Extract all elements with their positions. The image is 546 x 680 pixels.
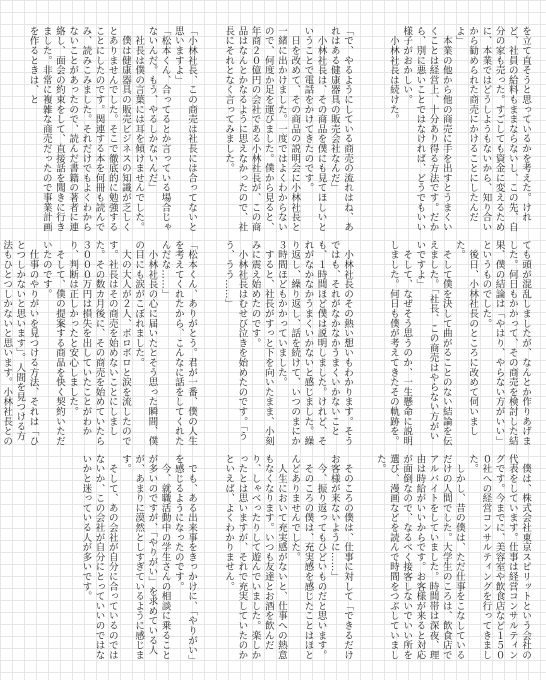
- text-band-top: [28, 26, 532, 232]
- text-column: そのころの僕は、仕事に対して「できるだけお客様が来ないように……」 今、振り返ってもひどいものだと思います。 そのころの僕は、充実感を感じたことはほとんどありませんでした。 人生において充実感がないと、仕事への熱意もなくなります。いつも友達とお酒を飲んだり、しゃべったりして遊んでいました。楽しかったとは思いますが、それで充実していたのかといえば、よくわかりません。: [223, 454, 353, 660]
- text-band-middle: [1, 240, 532, 446]
- text-column: 「小林社長、この商売は社長には合ってないと思いますよ」 「松本くん、合ってるとか言っている場合じゃないんだ。もう、やるしかないんだ」 社長は僕の言葉には耳を傾けませんでした。 僕は健康器具の販売ビジネスの知識が乏しくとありませんでした。そこで徹底的に勉強することにしたのです。関連する本を何冊も読んでみ、読みこみました。それだけでもよくわからないことがあったので、読んだ書籍の著者に連絡し、面会の約束をして、直接話を聞きに行きました。非常に複雑な商売だったので事業計画を作るときは、と: [27, 26, 197, 232]
- text-column: でも、ある出来事をきっかけに、「やりがい」を感じるようになったのです。 今、就職活動中の学生さんの相談に乗ることが多いのですが、「やりがい」を求めている人が、あまりに漠然としすぎているように感じます。 そして、あの会社が自分に合っているのではないか、この会社が自分にとっていいのではないかと迷っている人が多いです。: [80, 454, 197, 660]
- text-column: 僕は、株式会社東京スピリットという会社の代表をしています。仕事は経営コンサルティングです。今までに、美容室や飲食店など１５００社への経営コンサルティングを行ってきました。 しかし、昔の僕は、ただ仕事をこなしているだけの人間でした。大学生のころは、飲食店でアルバイトをしていました。時間帯は深夜、理由は時給がいいからです。お客様が来ると対応が面倒なので、なるべく接客しないでいい所を選び、漫画などを読んで時間をつぶしていました。: [374, 454, 531, 660]
- text-column: を立て直そうと思っているかを考えた。けれど、社員の給料もままならないし、この先、自分の家も売った。すごしても資金に変えるために、本業ではどうしようもないから、知り合いから勧められた商売にかけることにしたんだよ」 本業の他から他の商売に手を出すとうまくいくことは経営上、十分あり得る方法です。だから、別に悪いことではなければ、どうでもいい様子がおかしい。 小林社長は続けた。: [387, 26, 531, 232]
- text-column: 小林社長のその熱い想いもわかります。そうではも、それがなかなかうまくいかないことも、１時間ほど僕は説明しました。けれど、それがなかなかうまくいかないと感じました。繰り返し、繰り返し、話を続けて、いつのまにか３時間ほどもかかっていました。 すると、社長がすっと下を向いたまま、小刻みに震え始めたのです。 小林社長はむせび泣きを始めたのです。「うう、うう……」: [223, 240, 353, 446]
- text-column: 「松本くん、ありがとう。君が一番、僕の人生を考えてくれたから、こんなに話をしてくれたんだな……」 小林社長の心に届いたとそう思った瞬間、僕の目にも涙がこぼれました。 大の大人が２人、ボロボロと涙を流したのです。社長はその商売を始めないことにしました。その数カ月後に、その商売を始めていたら３０００万円は損失を出していたことがわかり、判断は正しかったと安心しました。 そして、僕の提案する商品を快く契約いただいたのです。 仕事のやりがいを見つける方法、それは「ひとつしかないと思います」。人間を見つける方法もひとつしかないと思います。小林社長との: [1, 240, 197, 446]
- text-band-bottom: [28, 454, 532, 660]
- text-column: ても頭が混乱しましたが、なんとか作りあげました。何日もかかって、その商売を検討した結果、僕の結論は「やはり、やらない方がいい」というものでした。 後日、小林社長のところに改めて伺いました。 そして僕を決して曲がることのない結論を伝えました。「社長、この商売はやらない方がいいですよ」 そして、なぜそう思うのか、一生懸命に説明しました。何日も僕が考えてきたその軌跡を。: [387, 240, 531, 446]
- text-column: 「で、やるようにしている商売の流れはね、あれはある健康器具の販売会社なんだ」 小林社長は、その商品を僕にも見てほしいということで電話をかけてきたのです。 日を改めて、その商品の説明会に小林社長と一緒に出かけました。一度ではよくわからないので、何度か足を運びました。僕から見ると、年商２０億円の会社である小林社長が、この商品はなんとかなるように思えなかったので、社長にそれとなく言ってみました。: [223, 26, 353, 232]
